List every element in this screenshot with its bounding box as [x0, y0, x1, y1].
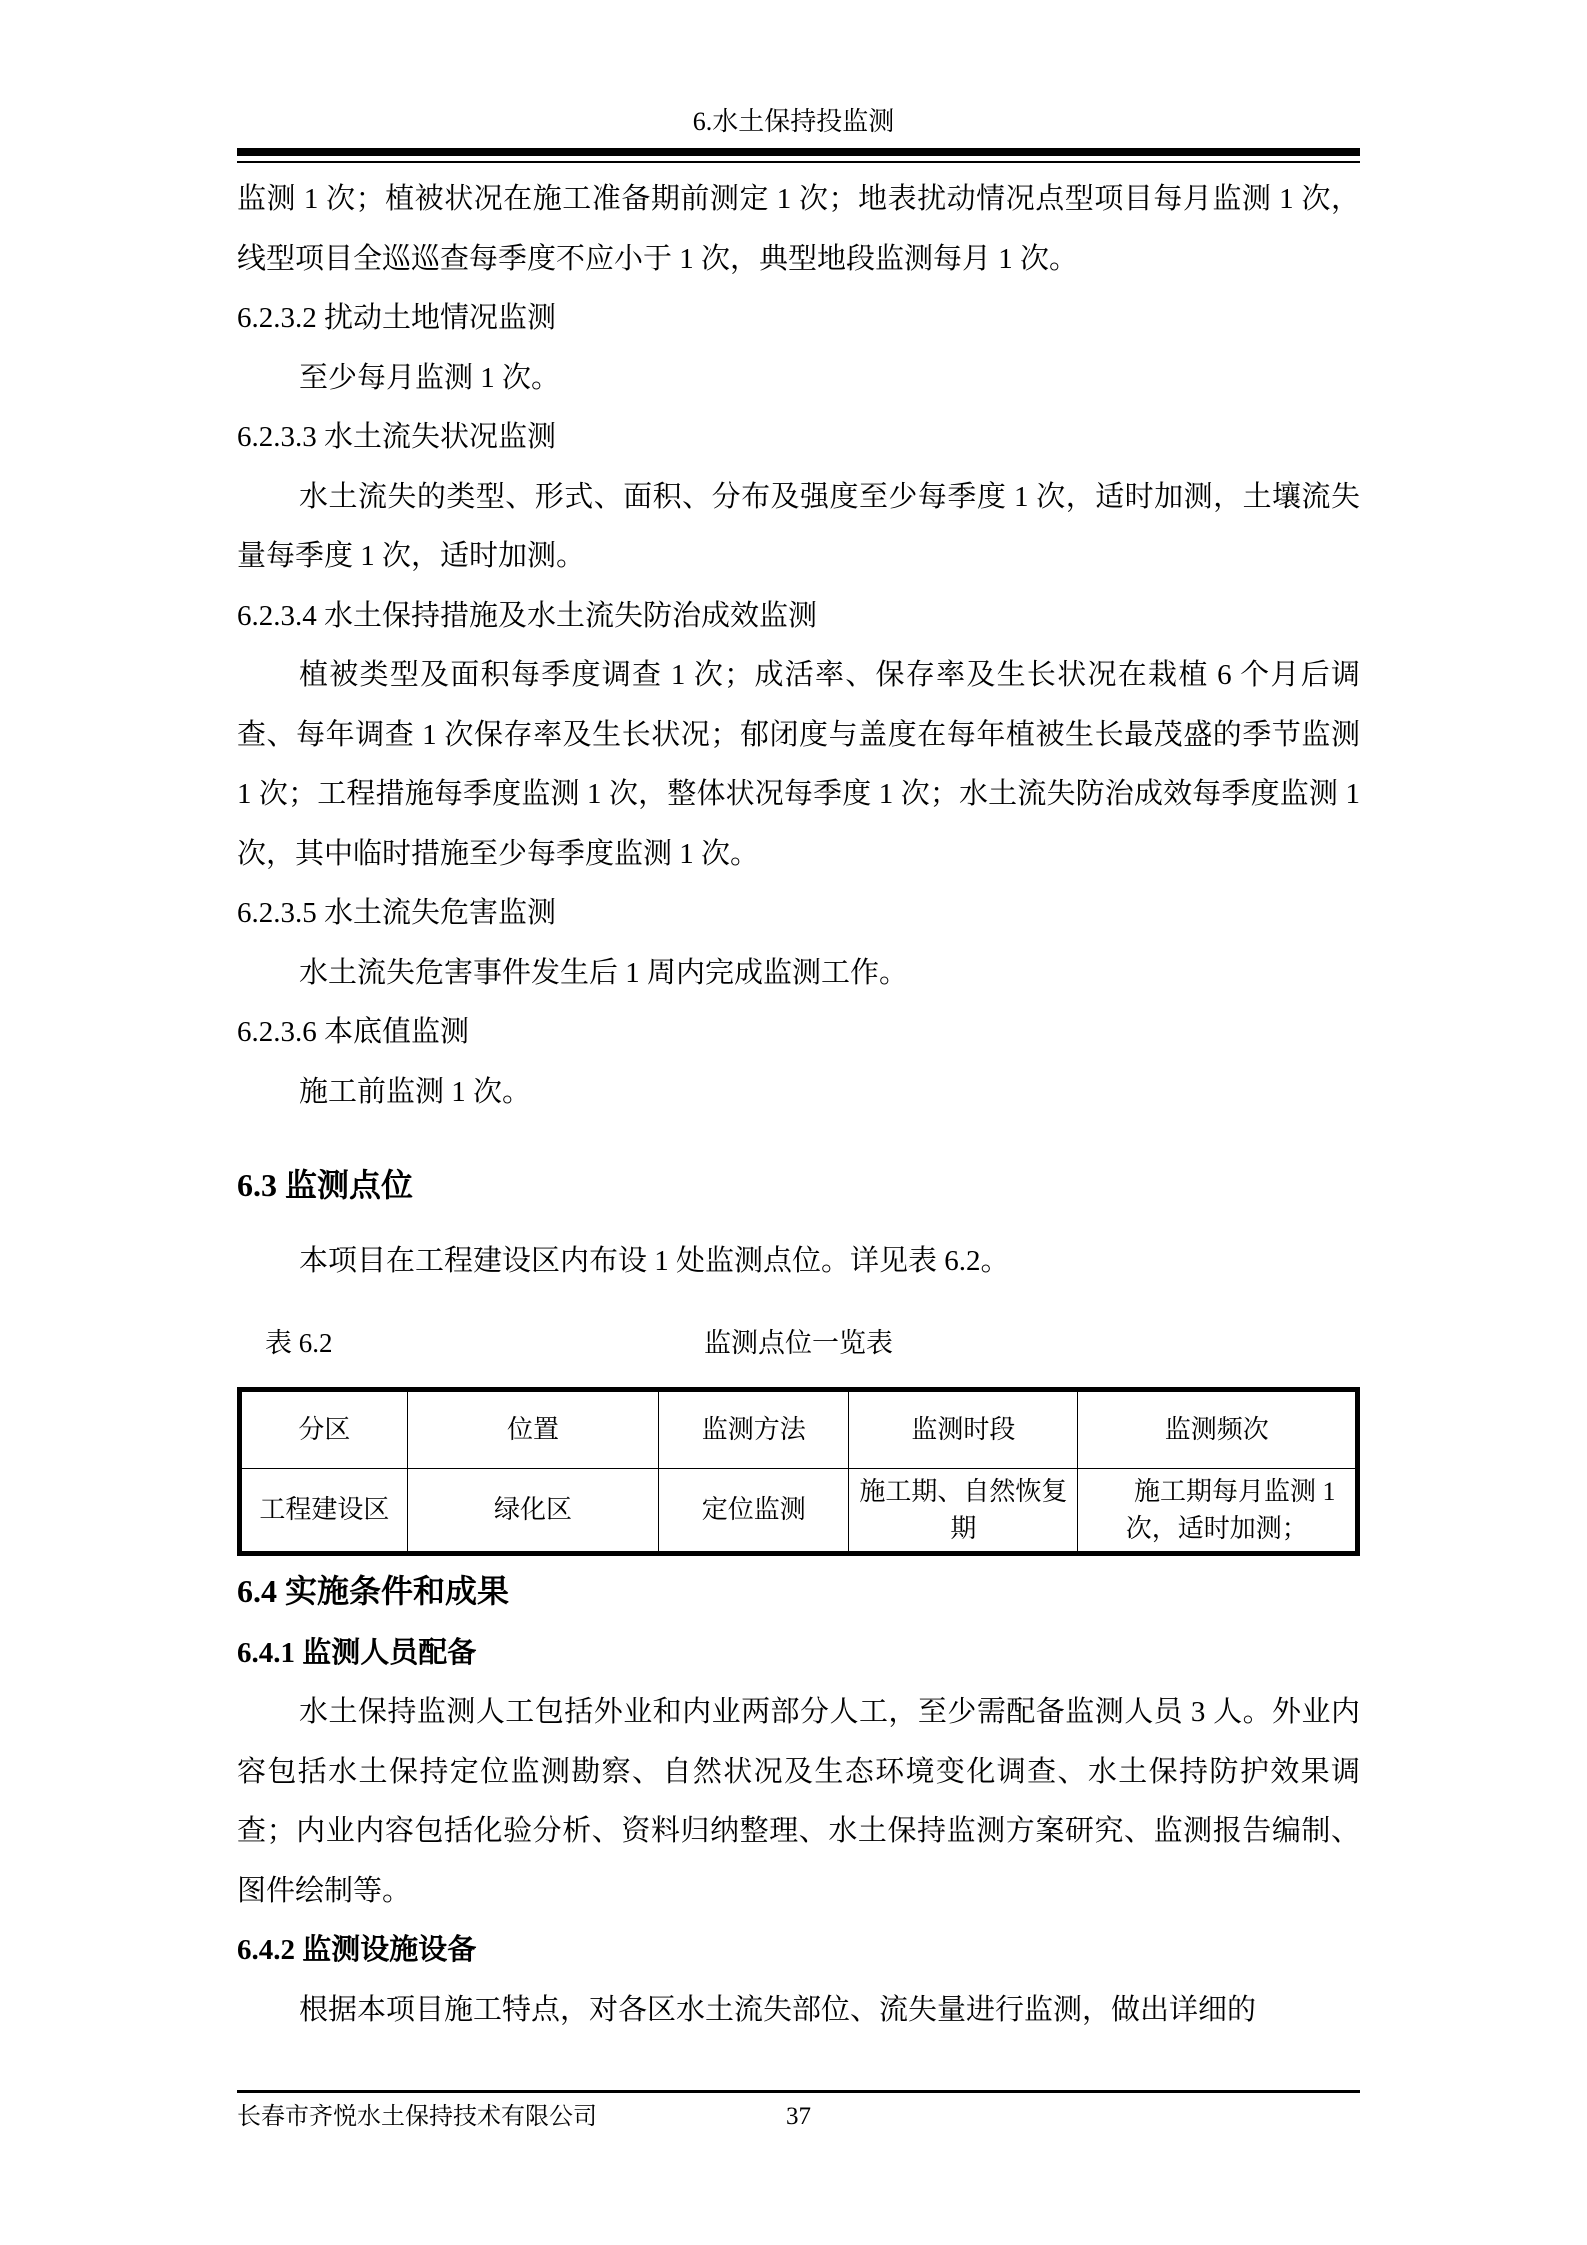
paragraph-6-2-3-6: 施工前监测 1 次。 — [299, 1075, 532, 1108]
table-header-location: 位置 — [407, 1389, 659, 1468]
table-row — [240, 1468, 1358, 1553]
section-heading-6-2-3-3: 6.2.3.3 水土流失状况监测 — [237, 421, 557, 453]
table-cell-frequency: 施工期每月监测 1 次，适时加测； — [1078, 1468, 1358, 1553]
table-caption-title: 监测点位一览表 — [704, 1327, 893, 1358]
page-footer — [237, 2090, 1360, 2135]
paragraph-6-2-3-4: 植被类型及面积每季度调查 1 次；成活率、保存率及生长状况在栽植 6 个月后调查、每年调查 1 次保存率及生长状况；郁闭度与盖度在每年植被生长最茂盛的季节监测 1 次；工程措施每季度监测 1 次，整体状况每季度 1 次；水土流失防治成效每季度监测 1 次，其中临时措施至少每季度监测 1 次。 — [237, 659, 1360, 870]
paragraph-6-3: 本项目在工程建设区内布设 1 处监测点位。详见表 6.2。 — [299, 1245, 1010, 1277]
paragraph-6-2-3-2: 至少每月监测 1 次。 — [299, 361, 561, 394]
header-rule-thick — [237, 148, 1360, 156]
footer-page-number: 37 — [786, 2103, 811, 2130]
paragraph-continuation: 监测 1 次；植被状况在施工准备期前测定 1 次；地表扰动情况点型项目每月监测 1 次，线型项目全巡巡查每季度不应小于 1 次，典型地段监测每月 1 次。 — [237, 183, 1360, 275]
table-cell-period: 施工期、自然恢复期 — [849, 1468, 1078, 1553]
footer-row — [237, 2099, 1360, 2135]
page-header-title: 6.水土保持投监测 — [692, 107, 895, 136]
table-cell-zone: 工程建设区 — [240, 1468, 408, 1553]
paragraph-6-4-1: 水土保持监测人工包括外业和内业两部分人工，至少需配备监测人员 3 人。外业内容包括水土保持定位监测勘察、自然状况及生态环境变化调查、水土保持防护效果调查；内业内容包括化验分析、资料归纳整理、水土保持监测方案研究、监测报告编制、图件绘制等。 — [237, 1696, 1360, 1907]
section-heading-6-2-3-2: 6.2.3.2 扰动土地情况监测 — [237, 302, 557, 334]
paragraph-6-4-2: 根据本项目施工特点，对各区水土流失部位、流失量进行监测，做出详细的 — [299, 1993, 1257, 2026]
section-heading-6-4-2: 6.4.2 监测设施设备 — [237, 1934, 477, 1966]
section-heading-6-2-3-4: 6.2.3.4 水土保持措施及水土流失防治成效监测 — [237, 599, 818, 632]
table-header-method: 监测方法 — [659, 1389, 849, 1468]
section-heading-6-4-1: 6.4.1 监测人员配备 — [237, 1636, 477, 1669]
section-heading-6-3: 6.3 监测点位 — [237, 1167, 414, 1203]
table-caption — [237, 1313, 1360, 1373]
table-cell-location: 绿化区 — [407, 1468, 659, 1553]
paragraph-6-2-3-3: 水土流失的类型、形式、面积、分布及强度至少每季度 1 次，适时加测，土壤流失量每季度 1 次，适时加测。 — [237, 480, 1360, 572]
header-rule-thin — [237, 161, 1360, 163]
monitoring-points-table — [237, 1387, 1360, 1556]
table-cell-method: 定位监测 — [659, 1468, 849, 1553]
table-header-frequency: 监测频次 — [1078, 1389, 1358, 1468]
table-header-row — [240, 1389, 1358, 1468]
section-heading-6-2-3-5: 6.2.3.5 水土流失危害监测 — [237, 897, 557, 929]
document-body — [237, 170, 1360, 2040]
section-heading-6-2-3-6: 6.2.3.6 本底值监测 — [237, 1016, 470, 1048]
table-caption-label: 表 6.2 — [265, 1327, 333, 1358]
paragraph-6-2-3-5: 水土流失危害事件发生后 1 周内完成监测工作。 — [299, 956, 909, 989]
section-heading-6-4: 6.4 实施条件和成果 — [237, 1572, 510, 1609]
table-header-period: 监测时段 — [849, 1389, 1078, 1468]
footer-company-name: 长春市齐悦水土保持技术有限公司 — [237, 2104, 597, 2130]
table-header-zone: 分区 — [240, 1389, 408, 1468]
